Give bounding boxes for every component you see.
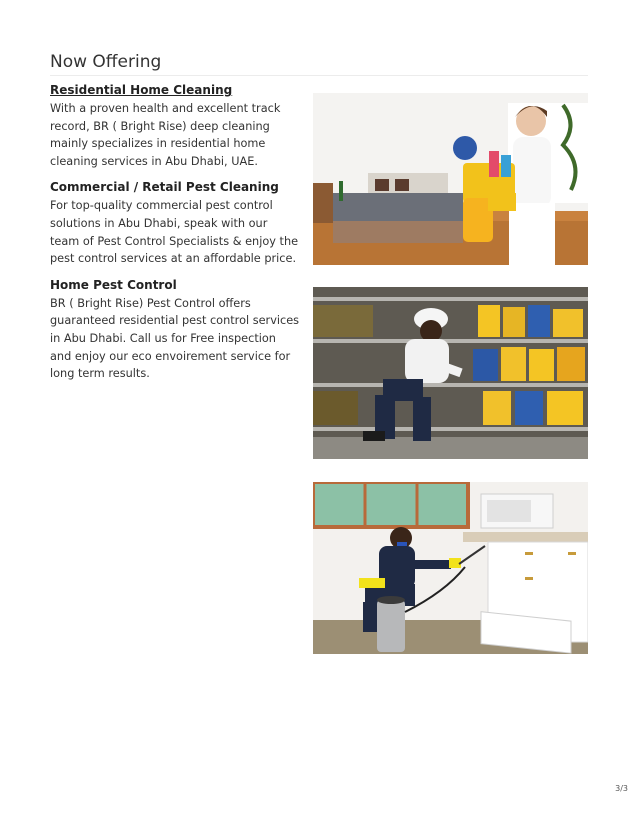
- page-number: 3/3: [615, 784, 628, 793]
- supermarket-pest-inspector-photo: [313, 287, 588, 459]
- service-section-residential-cleaning: [50, 82, 300, 170]
- page-heading: Now Offering: [50, 52, 162, 72]
- service-title-residential-cleaning[interactable]: Residential Home Cleaning: [50, 83, 233, 97]
- kitchen-pest-spraying-photo: [313, 482, 588, 654]
- service-description-home-pest: BR ( Bright Rise) Pest Control offers guaranteed residential pest control services in Abu Dhabi. Call us for Free inspection and enjoy our eco envoirement service for long term results.: [50, 296, 300, 381]
- service-description-residential-cleaning: With a proven health and excellent track record, BR ( Bright Rise) deep cleaning mainly specializes in residential home cleaning services in Abu Dhabi, UAE.: [50, 102, 281, 168]
- service-section-commercial-pest: [50, 179, 300, 267]
- cleaning-lady-bedroom-photo: [313, 93, 588, 265]
- service-title-commercial-pest: Commercial / Retail Pest Cleaning: [50, 180, 279, 195]
- service-description-commercial-pest: For top-quality commercial pest control solutions in Abu Dhabi, speak with our team of Pest Control Specialists & enjoy the pest control services at an affordable price.: [50, 199, 299, 266]
- service-title-home-pest: Home Pest Control: [50, 277, 177, 292]
- heading-divider: [50, 75, 588, 76]
- service-section-home-pest: [50, 277, 300, 383]
- services-text-column: [50, 82, 300, 392]
